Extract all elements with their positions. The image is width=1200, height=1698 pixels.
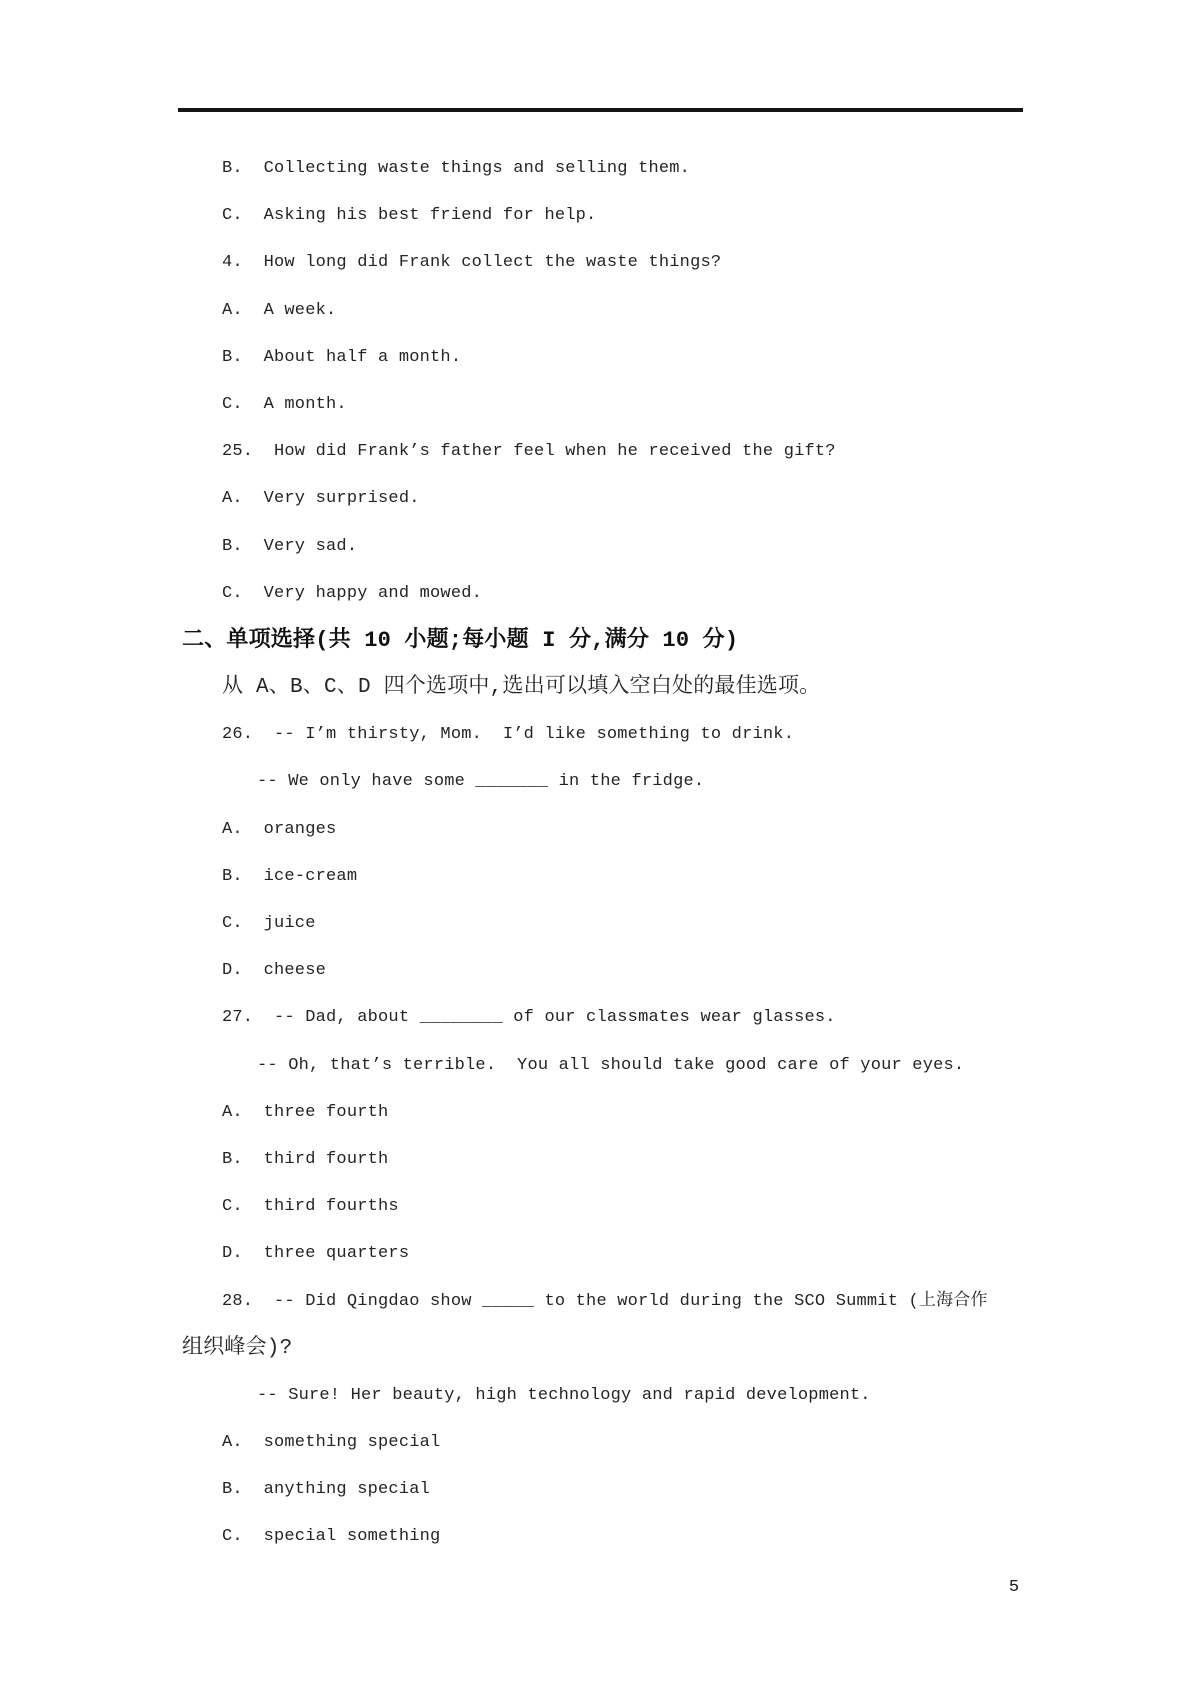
text-line: 二、单项选择(共 10 小题;每小题 I 分,满分 10 分) <box>182 627 739 653</box>
text-line: A. Very surprised. <box>222 489 420 509</box>
text-line: C. special something <box>222 1527 441 1547</box>
text-line: B. third fourth <box>222 1149 389 1169</box>
text-line: A. A week. <box>222 300 337 320</box>
header-rule <box>178 108 1023 112</box>
text-line: A. something special <box>222 1433 441 1453</box>
text-line: C. Very happy and mowed. <box>222 583 483 603</box>
text-line: A. oranges <box>222 819 337 839</box>
text-line: -- We only have some _______ in the fridge. <box>257 772 705 792</box>
text-line: 28. -- Did Qingdao show _____ to the world during the SCO Summit (上海合作 <box>222 1291 988 1311</box>
text-line: 组织峰会)? <box>182 1336 293 1360</box>
text-line: 25. How did Frank’s father feel when he received the gift? <box>222 442 836 462</box>
text-line: C. juice <box>222 914 316 933</box>
text-line: C. Asking his best friend for help. <box>222 206 597 226</box>
text-block <box>182 145 1023 1561</box>
text-line: C. A month. <box>222 394 347 414</box>
text-line: C. third fourths <box>222 1197 399 1217</box>
text-line: D. cheese <box>222 961 327 981</box>
page-number: 5 <box>1008 1578 1020 1597</box>
text-line: 26. -- I’m thirsty, Mom. I’d like something to drink. <box>222 725 795 745</box>
text-line: B. Very sad. <box>222 536 358 556</box>
text-line: -- Oh, that’s terrible. You all should take good care of your eyes. <box>257 1055 965 1075</box>
text-line: D. three quarters <box>222 1244 410 1264</box>
text-line: B. Collecting waste things and selling them. <box>222 159 691 178</box>
text-line: 27. -- Dad, about ________ of our classmates wear glasses. <box>222 1008 836 1028</box>
text-line: 从 A、B、C、D 四个选项中,选出可以填入空白处的最佳选项。 <box>222 676 821 700</box>
text-line: B. ice-cream <box>222 866 358 886</box>
text-line: B. anything special <box>222 1480 431 1500</box>
text-line: 4. How long did Frank collect the waste things? <box>222 253 722 273</box>
text-line: -- Sure! Her beauty, high technology and rapid development. <box>257 1385 871 1405</box>
text-line: B. About half a month. <box>222 347 462 367</box>
text-line: A. three fourth <box>222 1102 389 1122</box>
